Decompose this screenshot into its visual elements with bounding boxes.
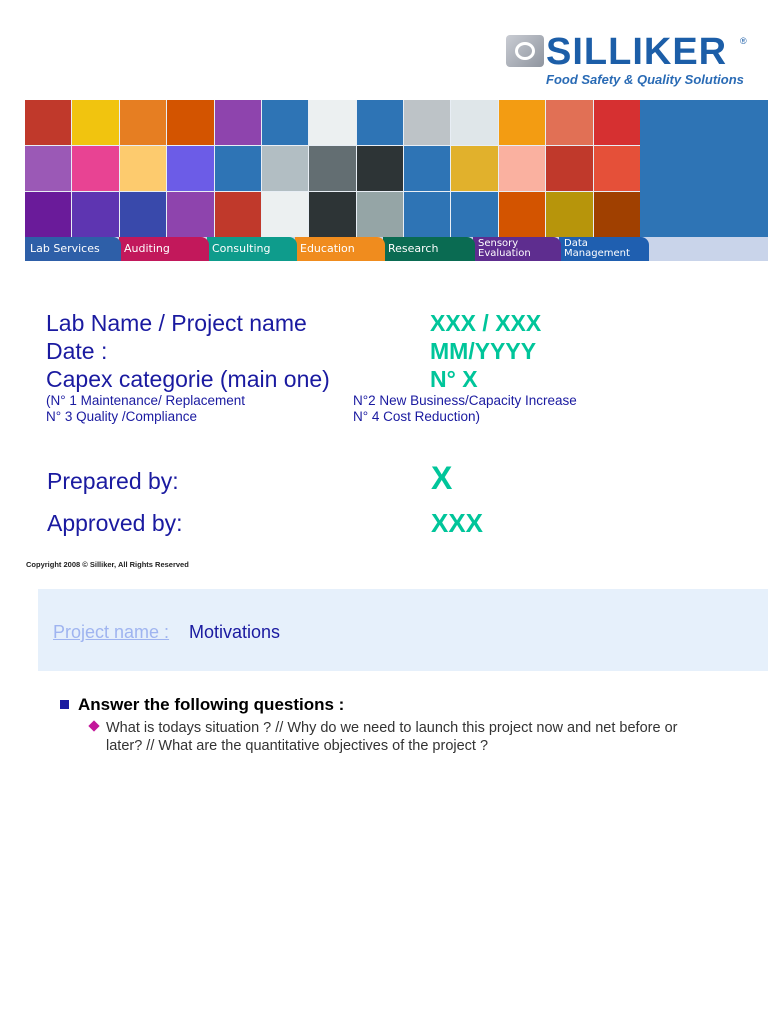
lab-name-value: XXX / XXX: [430, 310, 542, 336]
photo-tile: [72, 100, 118, 145]
photo-tile: [262, 100, 308, 145]
logo-emblem-icon: [506, 35, 544, 67]
nav-tab-lab-services[interactable]: Lab Services: [25, 237, 121, 261]
header-banner: [25, 100, 768, 261]
photo-tile: [546, 100, 592, 145]
photo-tile: [309, 192, 355, 237]
photo-tile: [167, 192, 213, 237]
photo-tile: [451, 100, 497, 145]
photo-tile: [120, 192, 166, 237]
photo-tile: [404, 146, 450, 191]
photo-tile: [546, 192, 592, 237]
photo-tile: [499, 100, 545, 145]
date-value: MM/YYYY: [430, 338, 537, 364]
slide-title: Motivations: [189, 622, 281, 642]
date-label: Date :: [46, 338, 108, 364]
photo-tile: [215, 146, 261, 191]
nav-tab-sensory-evaluation[interactable]: Sensory Evaluation: [473, 237, 561, 261]
nav-tab-auditing[interactable]: Auditing: [119, 237, 209, 261]
photo-tile: [25, 100, 71, 145]
photo-tile: [404, 100, 450, 145]
prepared-by-value: X: [431, 460, 453, 496]
photo-tile: [25, 146, 71, 191]
diamond-bullet-icon: [88, 720, 99, 731]
slide-header: [38, 589, 768, 671]
capex-category-3: N° 3 Quality /Compliance: [46, 409, 197, 424]
silliker-logo: [506, 30, 756, 92]
question-text: What is todays situation ? // Why do we need to launch this project now and net before or later? // What are the quantitative objectives of the project ?: [106, 720, 678, 754]
logo-tagline: Food Safety & Quality Solutions: [546, 72, 744, 87]
photo-tile: [167, 100, 213, 145]
photo-tile: [215, 192, 261, 237]
photo-tile: [594, 146, 640, 191]
photo-tile: [72, 192, 118, 237]
photo-tile: [451, 192, 497, 237]
photo-tile: [357, 100, 403, 145]
photo-tile: [120, 146, 166, 191]
photo-tile: [451, 146, 497, 191]
banner-nav-bar: [25, 237, 768, 261]
capex-category-1: (N° 1 Maintenance/ Replacement: [46, 393, 245, 408]
nav-tab-data-management[interactable]: Data Management: [559, 237, 649, 261]
photo-tile: [72, 146, 118, 191]
photo-tile: [594, 100, 640, 145]
copyright-text: Copyright 2008 © Silliker, All Rights Reserved: [26, 560, 189, 569]
photo-tile: [594, 192, 640, 237]
capex-category-4: N° 4 Cost Reduction): [353, 409, 480, 424]
capex-value: N° X: [430, 366, 478, 392]
photo-tile: [25, 192, 71, 237]
photo-tile: [309, 100, 355, 145]
photo-tile: [262, 146, 308, 191]
approved-by-label: Approved by:: [47, 510, 183, 536]
nav-tab-consulting[interactable]: Consulting: [207, 237, 297, 261]
photo-tile: [167, 146, 213, 191]
photo-tile: [309, 146, 355, 191]
photo-tile: [120, 100, 166, 145]
capex-label: Capex categorie (main one): [46, 366, 330, 392]
logo-name: SILLIKER: [546, 31, 728, 73]
capex-category-2: N°2 New Business/Capacity Increase: [353, 393, 577, 408]
registered-mark: ®: [740, 36, 747, 46]
square-bullet-icon: [60, 700, 69, 709]
banner-photo-collage: [25, 100, 640, 237]
photo-tile: [499, 192, 545, 237]
prepared-by-label: Prepared by:: [47, 468, 179, 494]
photo-tile: [357, 192, 403, 237]
nav-tab-education[interactable]: Education: [295, 237, 385, 261]
photo-tile: [499, 146, 545, 191]
photo-tile: [357, 146, 403, 191]
photo-tile: [546, 146, 592, 191]
question-heading: Answer the following questions :: [78, 695, 345, 714]
photo-tile: [404, 192, 450, 237]
photo-tile: [262, 192, 308, 237]
approved-by-value: XXX: [431, 508, 484, 538]
project-name-link[interactable]: Project name :: [53, 622, 170, 642]
lab-name-label: Lab Name / Project name: [46, 310, 307, 336]
nav-tab-research[interactable]: Research: [383, 237, 475, 261]
photo-tile: [215, 100, 261, 145]
